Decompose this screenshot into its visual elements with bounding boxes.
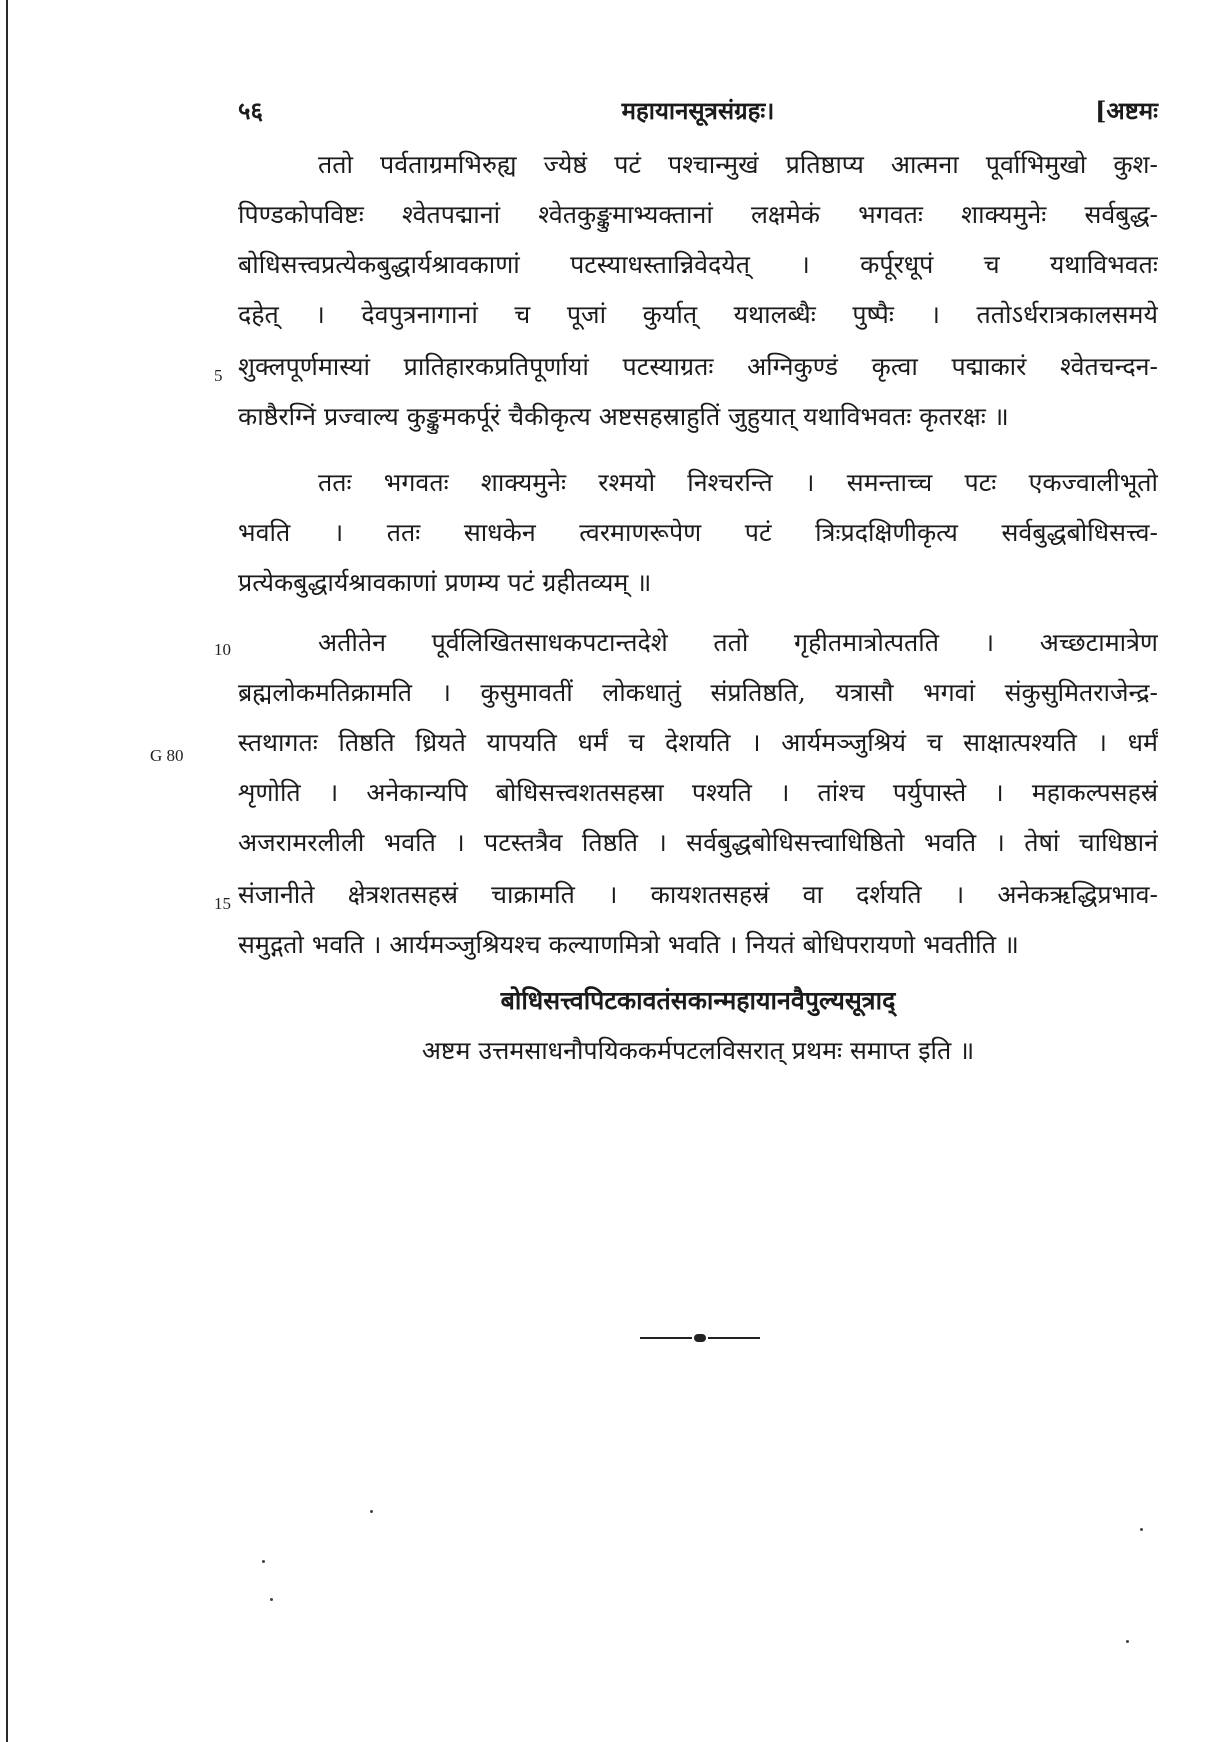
text-line: काष्ठैरग्निं प्रज्वाल्य कुङ्कुमकर्पूरं चैकीकृत्य अष्टसहस्राहुतिं जुहुयात् यथाविभवतः कृतरक्षः ॥ [238, 402, 1009, 431]
line-number-15: 15 [214, 894, 231, 913]
text-line: ततः भगवतः शाक्यमुनेः रश्मयो निश्चरन्ति । समन्ताच्च पटः एकज्वालीभूतो [318, 468, 1158, 497]
scan-edge [6, 0, 8, 1742]
text-line: दहेत् । देवपुत्रनागानां च पूजां कुर्यात् यथालब्धैः पुष्पैः । ततोऽर्धरात्रकालसमये [238, 300, 1158, 329]
text-line: ब्रह्मलोकमतिक्रामति । कुसुमावतीं लोकधातुं संप्रतिष्ठति, यत्रासौ भगवां संकुसुमितराजेन्द्र- [238, 678, 1158, 707]
scan-speck [270, 1598, 273, 1601]
scan-speck [1140, 1528, 1143, 1531]
text-line: संजानीते क्षेत्रशतसहस्रं चाक्रामति । कायशतसहस्रं वा दर्शयति । अनेकऋद्धिप्रभाव- [238, 880, 1158, 909]
line-number-10: 10 [214, 640, 231, 659]
page-number: ५६ [238, 96, 263, 125]
text-line: बोधिसत्त्वप्रत्येकबुद्धार्यश्रावकाणां पटस्याधस्तान्निवेदयेत् । कर्पूरधूपं च यथाविभवतः [238, 250, 1158, 279]
colophon-line-2: अष्टम उत्तमसाधनौपयिककर्मपटलविसरात् प्रथमः समाप्त इति ॥ [421, 1036, 975, 1065]
scan-speck [370, 1510, 373, 1513]
text-line: समुद्गतो भवति । आर्यमञ्जुश्रियश्च कल्याणमित्रो भवति । नियतं बोधिपरायणो भवतीति ॥ [238, 930, 1019, 959]
text-line: अतीतेन पूर्वलिखितसाधकपटान्तदेशे ततो गृहीतमात्रोत्पतति । अच्छटामात्रेण [318, 628, 1158, 657]
colophon-line-1: बोधिसत्त्वपिटकावतंसकान्महायानवैपुल्यसूत्राद् [500, 986, 896, 1015]
scan-speck [1126, 1640, 1129, 1643]
line-number-5: 5 [214, 366, 223, 385]
text-line: स्तथागतः तिष्ठति ध्रियते यापयति धर्मं च देशयति । आर्यमञ्जुश्रियं च साक्षात्पश्यति । धर्मं [238, 728, 1158, 757]
text-line: शृणोति । अनेकान्यपि बोधिसत्त्वशतसहस्रा पश्यति । तांश्च पर्युपास्ते । महाकल्पसहस्रं [238, 778, 1158, 807]
text-line: प्रत्येकबुद्धार्यश्रावकाणां प्रणम्य पटं ग्रहीतव्यम् ॥ [238, 568, 652, 597]
scan-speck [262, 1560, 265, 1563]
marginal-reference: G 80 [150, 746, 184, 765]
text-line: अजरामरलीली भवति । पटस्तत्रैव तिष्ठति । सर्वबुद्धबोधिसत्त्वाधिष्ठितो भवति । तेषां चाधिष्ठानं [238, 828, 1158, 857]
text-line: शुक्लपूर्णमास्यां प्रातिहारकप्रतिपूर्णायां पटस्याग्रतः अग्निकुण्डं कृत्वा पद्माकारं श्वेतचन्दन- [238, 352, 1158, 381]
chapter-marker: [अष्टमः [1095, 96, 1158, 125]
end-ornament [640, 1334, 760, 1342]
running-title: महायानसूत्रसंग्रहः। [621, 96, 775, 125]
page-header [238, 94, 1158, 134]
text-line: ततो पर्वताग्रमभिरुह्य ज्येष्ठं पटं पश्चान्मुखं प्रतिष्ठाप्य आत्मना पूर्वाभिमुखो कुश- [318, 150, 1158, 179]
text-line: पिण्डकोपविष्टः श्वेतपद्मानां श्वेतकुङ्कुमाभ्यक्तानां लक्षमेकं भगवतः शाक्यमुनेः सर्वबुद्ध- [238, 200, 1158, 229]
text-line: भवति । ततः साधकेन त्वरमाणरूपेण पटं त्रिःप्रदक्षिणीकृत्य सर्वबुद्धबोधिसत्त्व- [238, 518, 1158, 547]
